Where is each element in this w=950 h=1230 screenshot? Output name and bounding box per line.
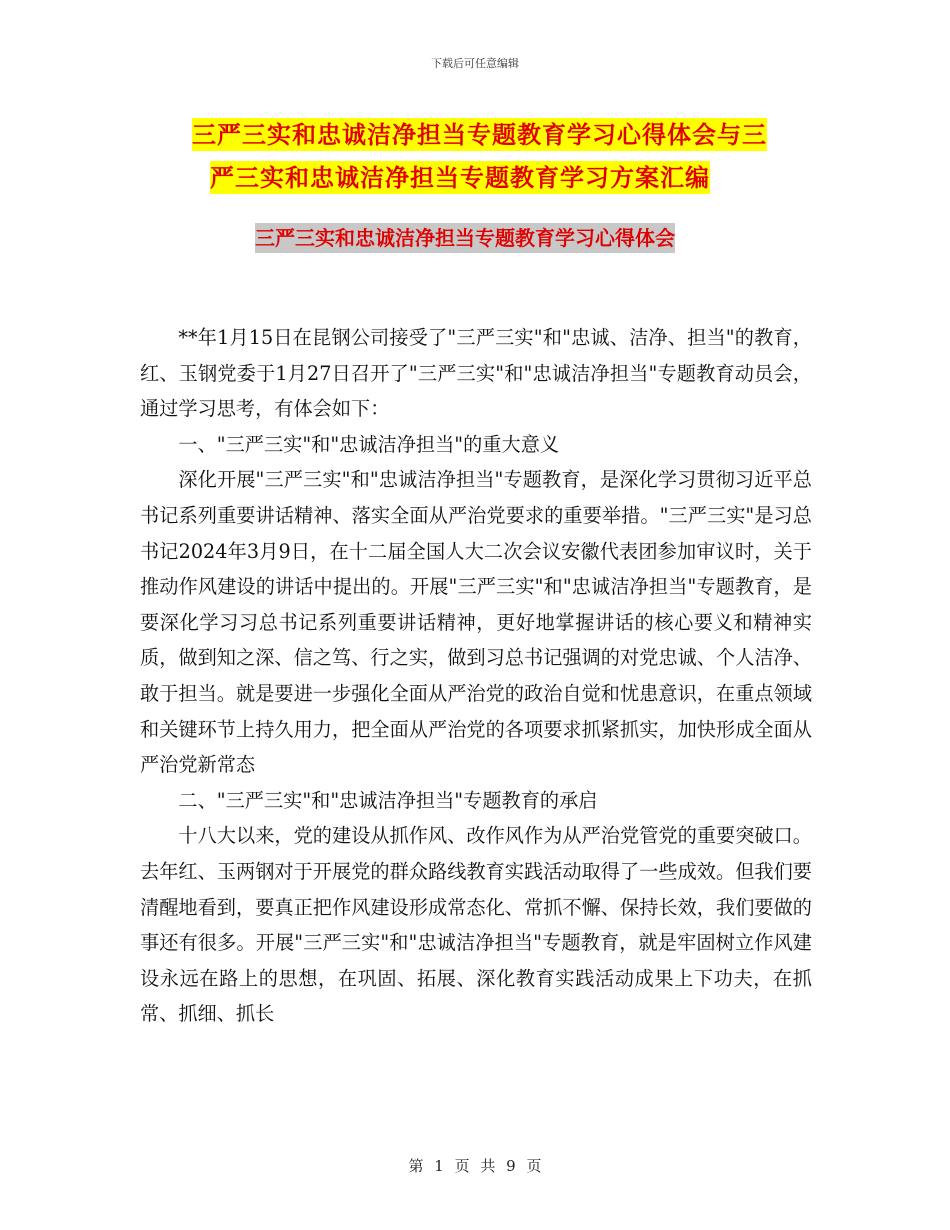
body-paragraph: 深化开展"三严三实"和"忠诚洁净担当"专题教育，是深化学习贯彻习近平总书记系列重要讲话精神、落实全面从严治党要求的重要举措。"三严三实"是习总书记2024年3月9日，在十二届全国人大二次会议安徽代表团参加审议时，关于推动作风建设的讲话中提出的。开展"三严三实"和"忠诚洁净担当"专题教育，是要深化学习习总书记系列重要讲话精神，更好地掌握讲话的核心要义和精神实质，做到知之深、信之笃、行之实，做到习总书记强调的对党忠诚、个人洁净、敢于担当。就是要进一步强化全面从严治党的政治自觉和忧患意识，在重点领域和关键环节上持久用力，把全面从严治党的各项要求抓紧抓实，加快形成全面从严治党新常态 — [140, 468, 812, 777]
section-heading-1: 一、"三严三实"和"忠诚洁净担当"的重大意义 — [178, 432, 560, 456]
section-heading-2: 二、"三严三实"和"忠诚洁净担当"专题教育的承启 — [178, 788, 598, 812]
header-note: 下载后可任意编辑 — [431, 57, 519, 70]
document-title-line-1: 三严三实和忠诚洁净担当专题教育学习心得体会与三 — [192, 120, 767, 149]
document-body — [140, 320, 812, 1032]
page-number: 第 1 页 共 9 页 — [408, 1157, 542, 1175]
body-paragraph: 十八大以来，党的建设从抓作风、改作风作为从严治党管党的重要突破口。去年红、玉两钢对于开展党的群众路线教育实践活动取得了一些成效。但我们要清醒地看到，要真正把作风建设形成常态化、常抓不懈、保持长效，我们要做的事还有很多。开展"三严三实"和"忠诚洁净担当"专题教育，就是牢固树立作风建设永远在路上的思想，在巩固、拓展、深化教育实践活动成果上下功夫，在抓常、抓细、抓长 — [140, 824, 812, 1026]
document-title-line-2: 严三实和忠诚洁净担当专题教育学习方案汇编 — [210, 163, 710, 192]
intro-paragraph: **年1月15日在昆钢公司接受了"三严三实"和"忠诚、洁净、担当"的教育，红、玉钢党委于1月27日召开了"三严三实"和"忠诚洁净担当"专题教育动员会，通过学习思考，有体会如下： — [140, 326, 812, 421]
section-subtitle: 三严三实和忠诚洁净担当专题教育学习心得体会 — [255, 222, 675, 251]
